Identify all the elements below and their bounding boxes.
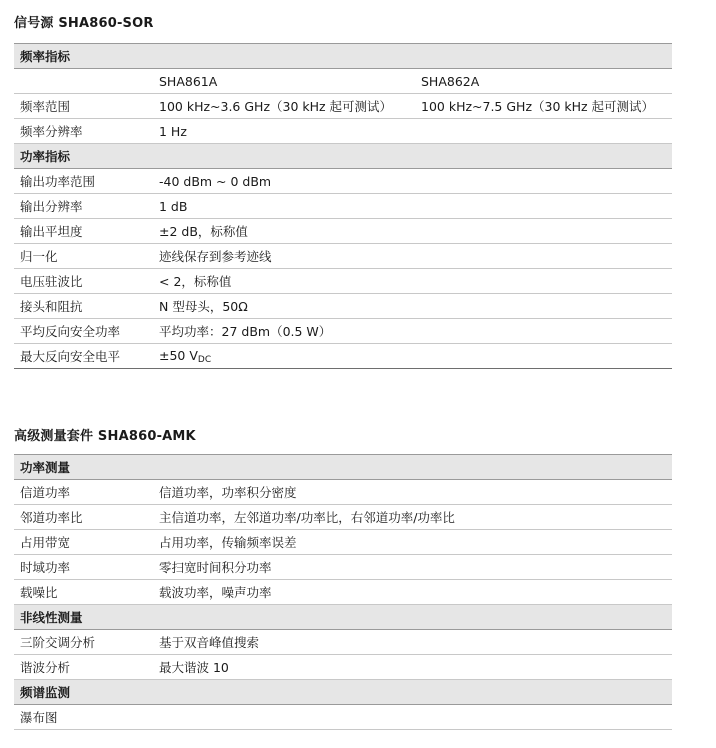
table-row bbox=[14, 219, 672, 244]
table-row bbox=[14, 194, 672, 219]
voltage-subscript: DC bbox=[197, 354, 212, 365]
table-row bbox=[14, 480, 672, 505]
group-label: 频率指标 bbox=[14, 44, 672, 69]
voltage-value: ±50 V bbox=[159, 347, 198, 363]
table-row bbox=[14, 169, 672, 194]
table-row bbox=[14, 119, 672, 144]
row-label: 占用带宽 bbox=[14, 530, 153, 555]
model-name: SHA862A bbox=[415, 69, 672, 94]
table-row bbox=[14, 655, 672, 680]
row-label: 时域功率 bbox=[14, 555, 153, 580]
row-value: N 型母头，50Ω bbox=[153, 294, 672, 319]
group-label: 功率指标 bbox=[14, 144, 672, 169]
sor-spec-table bbox=[14, 43, 672, 369]
model-name: SHA861A bbox=[153, 69, 415, 94]
row-value: 1 dB bbox=[153, 194, 672, 219]
row-value bbox=[153, 344, 672, 369]
row-label: 信道功率 bbox=[14, 480, 153, 505]
row-value: 载波功率，噪声功率 bbox=[153, 580, 672, 605]
group-header-spectrum bbox=[14, 680, 672, 705]
row-label: 电压驻波比 bbox=[14, 269, 153, 294]
group-header-power bbox=[14, 144, 672, 169]
table-row bbox=[14, 580, 672, 605]
row-label: 载噪比 bbox=[14, 580, 153, 605]
row-label: 平均反向安全功率 bbox=[14, 319, 153, 344]
row-label: 归一化 bbox=[14, 244, 153, 269]
row-value bbox=[153, 705, 672, 730]
row-label: 输出分辨率 bbox=[14, 194, 153, 219]
row-value: 占用功率，传输频率误差 bbox=[153, 530, 672, 555]
table-cell bbox=[14, 69, 153, 94]
group-label: 功率测量 bbox=[14, 455, 672, 480]
row-label: 谐波分析 bbox=[14, 655, 153, 680]
row-label: 接头和阻抗 bbox=[14, 294, 153, 319]
group-label: 频谱监测 bbox=[14, 680, 672, 705]
table-row bbox=[14, 269, 672, 294]
group-header-power-measure bbox=[14, 455, 672, 480]
table-row bbox=[14, 344, 672, 369]
table-row bbox=[14, 294, 672, 319]
row-label: 瀑布图 bbox=[14, 705, 153, 730]
row-label: 频率范围 bbox=[14, 94, 153, 119]
row-label: 输出平坦度 bbox=[14, 219, 153, 244]
row-value: 100 kHz~3.6 GHz（30 kHz 起可测试） bbox=[153, 94, 415, 119]
table-row bbox=[14, 530, 672, 555]
row-label: 频率分辨率 bbox=[14, 119, 153, 144]
row-value: 零扫宽时间积分功率 bbox=[153, 555, 672, 580]
table-row bbox=[14, 705, 672, 730]
table-row-models bbox=[14, 69, 672, 94]
row-value: 平均功率：27 dBm（0.5 W） bbox=[153, 319, 672, 344]
row-value: 主信道功率，左邻道功率/功率比，右邻道功率/功率比 bbox=[153, 505, 672, 530]
row-value: < 2，标称值 bbox=[153, 269, 672, 294]
group-header-freq bbox=[14, 44, 672, 69]
row-label: 三阶交调分析 bbox=[14, 630, 153, 655]
table-row bbox=[14, 555, 672, 580]
amk-spec-table bbox=[14, 454, 672, 730]
row-value: 基于双音峰值搜索 bbox=[153, 630, 672, 655]
row-value: ±2 dB，标称值 bbox=[153, 219, 672, 244]
row-label: 邻道功率比 bbox=[14, 505, 153, 530]
section-title-amk: 高级测量套件 SHA860-AMK bbox=[14, 429, 196, 444]
table-row bbox=[14, 94, 672, 119]
table-row bbox=[14, 505, 672, 530]
row-value: 最大谐波 10 bbox=[153, 655, 672, 680]
row-value: 信道功率，功率积分密度 bbox=[153, 480, 672, 505]
section-title-sor: 信号源 SHA860-SOR bbox=[14, 16, 154, 31]
group-label: 非线性测量 bbox=[14, 605, 672, 630]
row-value: 迹线保存到参考迹线 bbox=[153, 244, 672, 269]
group-header-nonlinear bbox=[14, 605, 672, 630]
row-value: 1 Hz bbox=[153, 119, 672, 144]
row-label: 输出功率范围 bbox=[14, 169, 153, 194]
row-label: 最大反向安全电平 bbox=[14, 344, 153, 369]
table-row bbox=[14, 630, 672, 655]
row-value: 100 kHz~7.5 GHz（30 kHz 起可测试） bbox=[415, 94, 672, 119]
table-row bbox=[14, 244, 672, 269]
row-value: -40 dBm ~ 0 dBm bbox=[153, 169, 672, 194]
table-row bbox=[14, 319, 672, 344]
